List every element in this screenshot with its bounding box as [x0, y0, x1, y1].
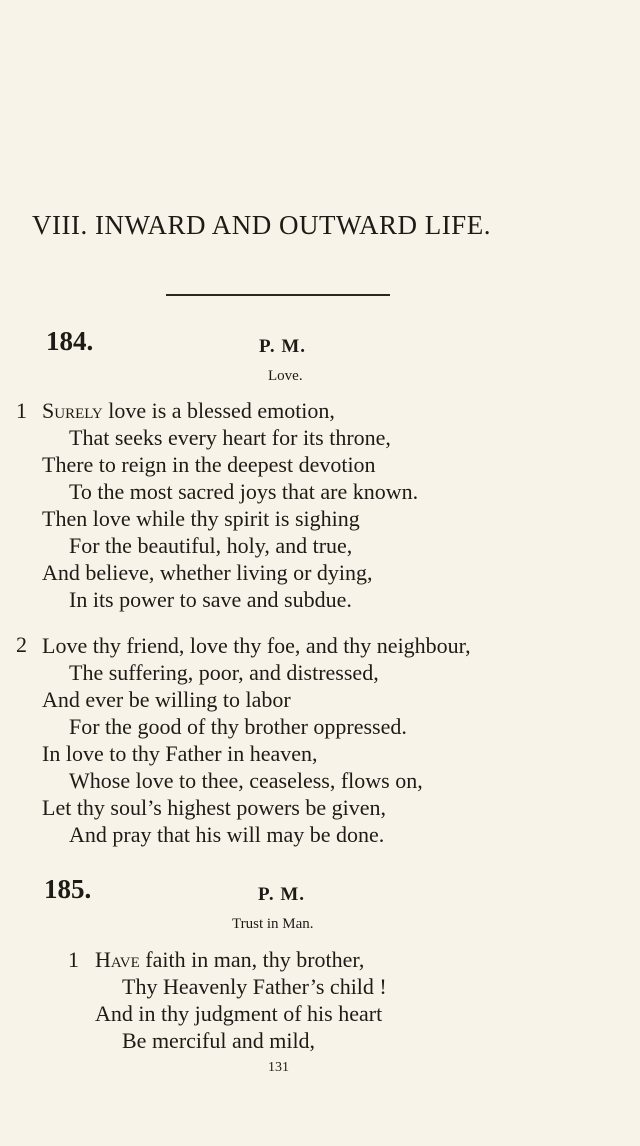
- verse-line: And in thy judgment of his heart: [95, 1001, 383, 1026]
- verse-line: There to reign in the deepest devotion: [42, 452, 376, 477]
- verse-line: In love to thy Father in heaven,: [42, 741, 318, 766]
- verse-line: Be merciful and mild,: [122, 1028, 316, 1053]
- verse-first-word: Surely: [42, 398, 103, 423]
- verse-number: 1: [68, 947, 79, 972]
- hymn-meter: P. M.: [259, 336, 307, 357]
- verse-line: Then love while thy spirit is sighing: [42, 506, 360, 531]
- verse-line: That seeks every heart for its throne,: [69, 425, 391, 450]
- verse-line: Love thy friend, love thy foe, and thy neighbour,: [42, 633, 471, 658]
- hymn-number: 184.: [46, 326, 94, 356]
- section-title: VIII. INWARD AND OUTWARD LIFE.: [32, 210, 491, 240]
- verse-number: 1: [16, 398, 27, 423]
- verse-line: And ever be willing to labor: [42, 687, 291, 712]
- hymn-meter: P. M.: [258, 884, 306, 905]
- verse-line: Whose love to thee, ceaseless, flows on,: [69, 768, 423, 793]
- verse-line: And pray that his will may be done.: [69, 822, 385, 847]
- verse-line: For the beautiful, holy, and true,: [69, 533, 353, 558]
- divider-rule: [166, 294, 390, 296]
- verse-line: For the good of thy brother oppressed.: [69, 714, 407, 739]
- page-number: 131: [268, 1060, 289, 1075]
- verse-line: Let thy soul’s highest powers be given,: [42, 795, 387, 820]
- verse-line: To the most sacred joys that are known.: [69, 479, 419, 504]
- verse-first-word: Have: [95, 947, 140, 972]
- verse-line: The suffering, poor, and distressed,: [69, 660, 379, 685]
- hymn-number: 185.: [44, 874, 92, 904]
- hymn-subtitle: Trust in Man.: [232, 916, 314, 932]
- verse-number: 2: [16, 632, 27, 657]
- verse-line: In its power to save and subdue.: [69, 587, 352, 612]
- hymn-subtitle: Love.: [268, 368, 303, 384]
- verse-line: Surely love is a blessed emotion,: [42, 398, 335, 423]
- verse-line: Thy Heavenly Father’s child !: [122, 974, 387, 999]
- verse-line: Have faith in man, thy brother,: [95, 947, 365, 972]
- verse-line: And believe, whether living or dying,: [42, 560, 373, 585]
